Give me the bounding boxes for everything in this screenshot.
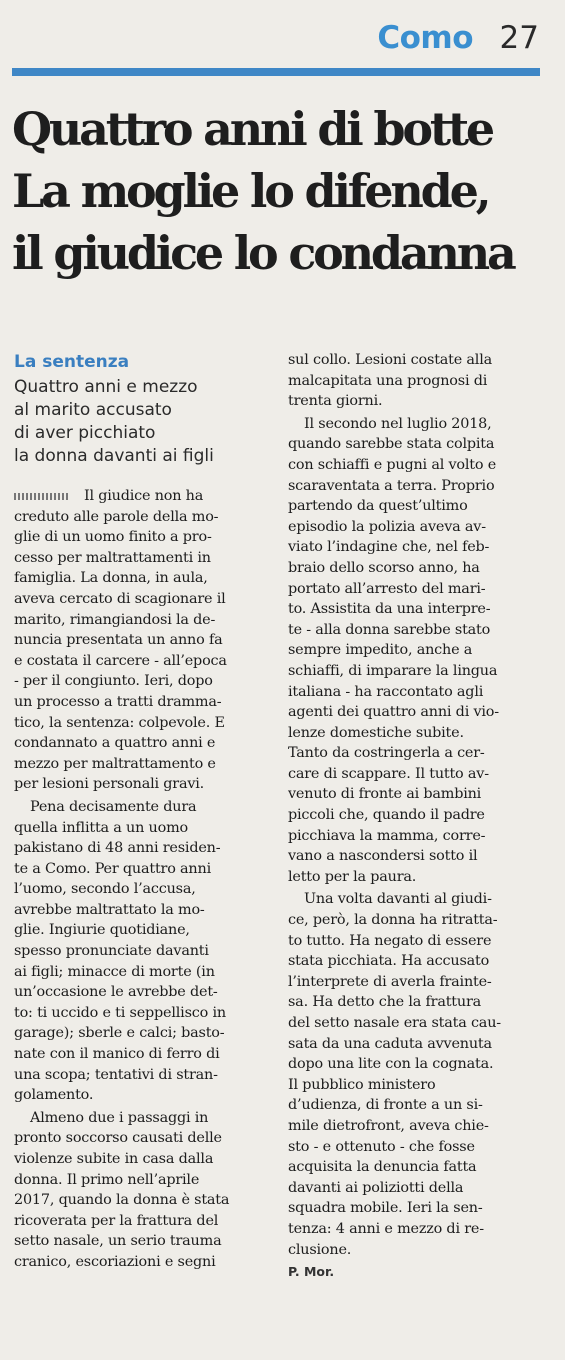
kicker: La sentenza <box>14 352 130 372</box>
text-line: famiglia. La donna, in aula, <box>14 570 208 587</box>
text-line: 2017, quando la donna è stata <box>14 1192 230 1209</box>
headline-line: Quattro anni di botte <box>12 102 492 156</box>
article-body-right <box>288 350 542 1260</box>
headline-line: il giudice lo condanna <box>12 226 514 280</box>
text-line: ce, però, la donna ha ritratta- <box>288 912 498 929</box>
text-line: nate con il manico di ferro di <box>14 1046 220 1063</box>
text-line: aveva cercato di scagionare il <box>14 590 226 607</box>
text-line: davanti ai poliziotti della <box>288 1179 464 1196</box>
text-line: nuncia presentata un anno fa <box>14 632 223 649</box>
text-line: un processo a tratti dramma- <box>14 693 222 710</box>
page-header <box>0 18 565 62</box>
section-name: Como <box>377 20 473 56</box>
text-line: sata da una caduta avvenuta <box>288 1035 492 1052</box>
text-line: te - alla donna sarebbe stato <box>288 621 491 638</box>
article-column-right <box>288 350 542 1279</box>
text-line: garage); sberle e calci; basto- <box>14 1025 225 1042</box>
text-line: sa. Ha detto che la frattura <box>288 994 482 1011</box>
text-line: quando sarebbe stata colpita <box>288 436 495 453</box>
text-line: to: ti uccido e ti seppellisco in <box>14 1004 226 1021</box>
text-line: pronto soccorso causati delle <box>14 1130 222 1147</box>
text-line: e costata il carcere - all’epoca <box>14 652 227 669</box>
text-line: vano a nascondersi sotto il <box>288 848 478 865</box>
text-line: mile dietrofront, aveva chie- <box>288 1117 489 1134</box>
text-line: ai figli; minacce di morte (in <box>14 963 215 980</box>
text-line: acquisita la denuncia fatta <box>288 1159 477 1176</box>
text-line: l’interprete di averla frainte- <box>288 973 492 990</box>
text-line: tico, la sentenza: colpevole. E <box>14 714 225 731</box>
text-line: portato all’arresto del mari- <box>288 580 486 597</box>
subhead-line: la donna davanti ai figli <box>14 446 214 466</box>
article-body-left <box>14 486 268 1273</box>
text-line: per lesioni personali gravi. <box>14 776 205 793</box>
text-line: donna. Il primo nell’aprile <box>14 1171 200 1188</box>
text-line: sto - e ottenuto - che fosse <box>288 1138 475 1155</box>
text-line: Il giudice non ha <box>84 488 204 504</box>
subheadline <box>14 376 268 468</box>
text-line: piccoli che, quando il padre <box>288 807 485 824</box>
text-line: episodio la polizia aveva av- <box>288 518 486 535</box>
text-line: d’udienza, di fronte a un si- <box>288 1097 483 1114</box>
text-line: dopo una lite con la cognata. <box>288 1056 494 1073</box>
text-line: glie di un uomo finito a pro- <box>14 529 212 546</box>
text-line: stata picchiata. Ha accusato <box>288 953 490 970</box>
text-line: marito, rimangiandosi la de- <box>14 611 216 628</box>
text-line: condannato a quattro anni e <box>14 735 216 752</box>
text-line: to tutto. Ha negato di essere <box>288 932 492 949</box>
lead-line <box>14 486 268 507</box>
subhead-line: Quattro anni e mezzo <box>14 377 198 397</box>
text-line: con schiaffi e pugni al volto e <box>288 456 497 473</box>
text-line: spesso pronunciate davanti <box>14 943 209 960</box>
paragraph <box>14 1108 268 1273</box>
text-line: cesso per maltrattamenti in <box>14 549 211 566</box>
text-line: mezzo per maltrattamento e <box>14 755 216 772</box>
lead-marker-icon <box>14 493 70 500</box>
text-line: scaraventata a terra. Proprio <box>288 477 495 494</box>
text-line: setto nasale, un serio trauma <box>14 1233 222 1250</box>
text-line: sul collo. Lesioni costate alla <box>288 352 492 368</box>
text-line: Il secondo nel luglio 2018, <box>304 415 492 432</box>
text-line: avrebbe maltrattato la mo- <box>14 901 205 918</box>
text-line: partendo da quest’ultimo <box>288 498 468 515</box>
text-line: to. Assistita da una interpre- <box>288 601 491 618</box>
text-line: creduto alle parole della mo- <box>14 508 219 525</box>
text-line: pakistano di 48 anni residen- <box>14 840 221 857</box>
page-number: 27 <box>499 20 539 56</box>
text-line: Tanto da costringerla a cer- <box>288 745 485 762</box>
text-line: una scopa; tentativi di stran- <box>14 1066 218 1083</box>
text-line: te a Como. Per quattro anni <box>14 860 211 877</box>
text-line: un’occasione le avrebbe det- <box>14 984 218 1001</box>
byline: P. Mor. <box>288 1264 335 1280</box>
text-line: care di scappare. Il tutto av- <box>288 765 489 782</box>
text-line: agenti dei quattro anni di vio- <box>288 704 499 721</box>
text-line: Almeno due i passaggi in <box>30 1109 209 1126</box>
text-line: trenta giorni. <box>288 393 383 410</box>
headline-line: La moglie lo difende, <box>12 164 489 218</box>
text-line: picchiava la mamma, corre- <box>288 827 486 844</box>
text-line: glie. Ingiurie quotidiane, <box>14 922 190 939</box>
text-line: lenze domestiche subite. <box>288 724 464 741</box>
text-line: venuto di fronte ai bambini <box>288 786 482 803</box>
text-line: - per il congiunto. Ieri, dopo <box>14 673 213 690</box>
text-line: Il pubblico ministero <box>288 1076 436 1093</box>
text-line: ricoverata per la frattura del <box>14 1212 219 1229</box>
text-line: golamento. <box>14 1087 94 1104</box>
text-line: italiana - ha raccontato agli <box>288 683 484 700</box>
text-line: viato l’indagine che, nel feb- <box>288 539 490 556</box>
text-line: braio dello scorso anno, ha <box>288 559 480 576</box>
text-line: del setto nasale era stata cau- <box>288 1015 501 1031</box>
text-line: quella inflitta a un uomo <box>14 819 188 836</box>
text-line: cranico, escoriazioni e segni <box>14 1253 216 1270</box>
text-line: malcapitata una prognosi di <box>288 372 488 389</box>
subhead-line: di aver picchiato <box>14 423 156 443</box>
text-line: l’uomo, secondo l’accusa, <box>14 881 196 898</box>
article-column-left <box>14 352 268 1273</box>
text-line: violenze subite in casa dalla <box>14 1151 214 1167</box>
text-line: clusione. <box>288 1241 352 1258</box>
paragraph <box>14 486 268 795</box>
paragraph <box>288 350 542 412</box>
text-line: schiaffi, di imparare la lingua <box>288 662 498 679</box>
text-line: sempre impedito, anche a <box>288 642 473 659</box>
text-line: Pena decisamente dura <box>30 798 197 815</box>
paragraph <box>288 889 542 1260</box>
header-rule <box>12 68 540 76</box>
headline <box>12 98 552 284</box>
paragraph <box>288 414 542 888</box>
text-line: tenza: 4 anni e mezzo di re- <box>288 1220 484 1237</box>
text-line: squadra mobile. Ieri la sen- <box>288 1200 483 1217</box>
subhead-line: al marito accusato <box>14 400 172 420</box>
text-line: letto per la paura. <box>288 868 417 885</box>
text-line: Una volta davanti al giudi- <box>304 891 492 908</box>
paragraph <box>14 797 268 1106</box>
